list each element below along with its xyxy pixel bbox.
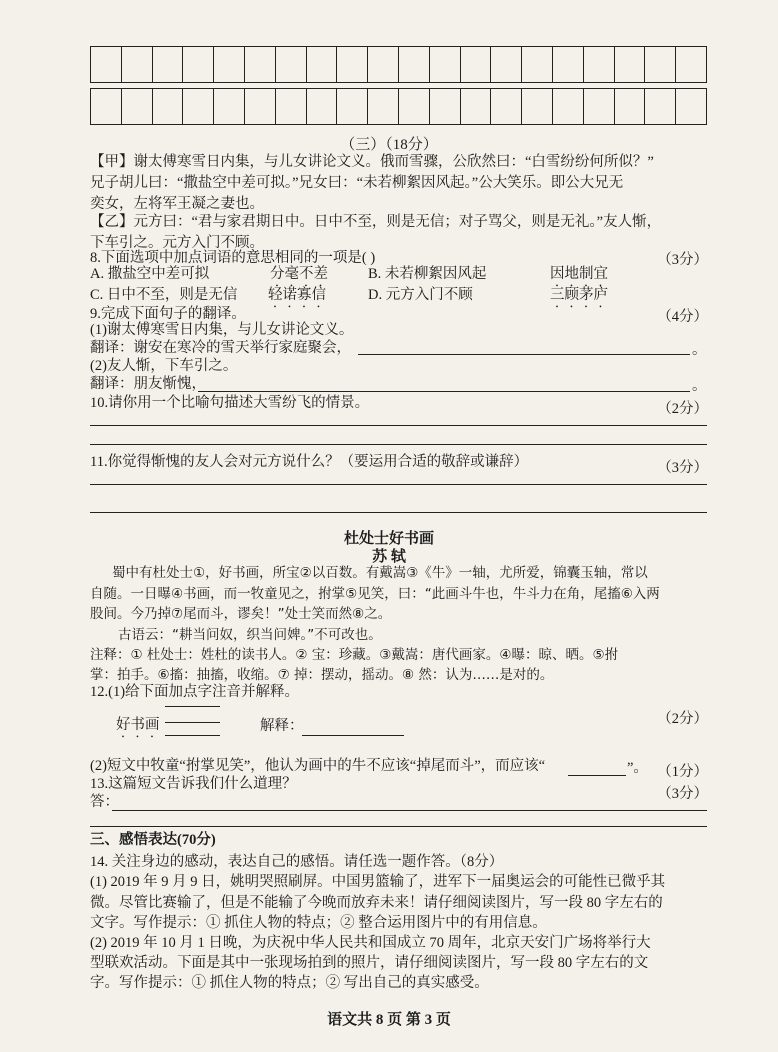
q13-score: （3分）	[657, 786, 708, 802]
q9-answer-line-2[interactable]	[198, 391, 690, 392]
passage2-line-4: 古语云：“耕当问奴，织当问婢。”不可改也。	[118, 627, 382, 643]
q11-answer-line-2[interactable]	[90, 512, 707, 513]
q12-pinyin-line[interactable]	[165, 706, 220, 707]
q14-option2-line-2: 型联欢活动。下面是其中一张现场拍到的照片，请仔细阅读图片，写一段 80 字左右的文	[90, 955, 649, 971]
q12-explain-label: 解释：	[260, 718, 304, 734]
q10-score: （2分）	[657, 401, 708, 417]
q9-sentence-1: (1)谢太傅寒雪日内集，与儿女讲论文义。	[90, 322, 354, 338]
q14-option1-line-1: (1) 2019 年 9 月 9 日，姚明哭照刷屏。中国男篮输了，进军下一届奥运会的可能性已微乎其	[90, 874, 666, 890]
q13-answer-label: 答：	[90, 794, 119, 810]
q8-option-a-word: 分毫不差	[270, 266, 328, 282]
q9-stem: 9.完成下面句子的翻译。	[90, 306, 246, 322]
passage2-notes-line-2: 掌：拍手。⑥搐：抽搐，收缩。⑦ 掉：摆动，摇动。⑧ 然：认为……是对的。	[90, 667, 554, 683]
q14-stem: 14. 关注身边的感动，表达自己的感悟。请任选一题作答。（8分）	[90, 854, 504, 870]
q12-part2-end: ”。	[627, 760, 648, 776]
passage-yi-line-1: 【乙】元方曰：“君与家君期日中。日中不至，则是无信；对子骂父，则是无礼。”友人惭，	[90, 214, 662, 230]
q14-option1-line-3: 文字。写作提示：① 抓住人物的特点；② 整合运用图片中的有用信息。	[90, 915, 547, 931]
q9-score: （4分）	[657, 309, 708, 325]
q14-option2-line-3: 字。写作提示：① 抓住人物的特点；② 写出自己的真实感受。	[90, 975, 489, 991]
passage-jia-line-3: 奕女，左将军王凝之妻也。	[90, 196, 264, 212]
passage2-line-2: 自随。一日曝④书画，而一牧童见之，拊掌⑤见笑，曰：“此画斗牛也，牛斗力在角，尾搐⑥入两	[90, 586, 660, 602]
q13-stem: 13.这篇短文告诉我们什么道理？	[90, 776, 297, 792]
q10-answer-line-2[interactable]	[90, 444, 707, 445]
q8-option-b[interactable]: B. 未若柳絮因风起	[368, 266, 487, 282]
q13-answer-line-1[interactable]	[112, 810, 707, 811]
q11-score: （3分）	[657, 460, 708, 476]
q9-period-1: 。	[692, 342, 707, 358]
q12-pinyin-line-2[interactable]	[165, 722, 220, 723]
passage2-line-1: 蜀中有杜处士①，好书画，所宝②以百数。有戴嵩③《牛》一轴，尤所爱，锦囊玉轴，常以	[112, 565, 648, 581]
q10-stem: 10.请你用一个比喻句描述大雪纷飞的情景。	[90, 395, 370, 411]
writing-grid-row-1	[90, 46, 707, 83]
q11-answer-line-1[interactable]	[90, 484, 707, 485]
q8-score: （3分）	[657, 252, 708, 268]
passage2-notes-line-1: 注释：① 杜处士：姓杜的读书人。② 宝：珍藏。③戴嵩：唐代画家。④曝：晾、晒。⑤拊	[90, 647, 619, 663]
q8-stem: 8.下面选项中加点词语的意思相同的一项是( )	[90, 250, 376, 266]
q12-score: （2分）	[657, 711, 708, 727]
q14-option1-line-2: 微。尽管比赛输了，但是不能输了今晚而放弃未来！请仔细阅读图片，写一段 80 字左右的	[90, 895, 663, 911]
q9-translation-1: 翻译：谢安在寒冷的雪天举行家庭聚会，	[90, 340, 351, 356]
passage-jia-line-2: 兄子胡儿曰：“撒盐空中差可拟。”兄女曰：“未若柳絮因风起。”公大笑乐。即公大兄无	[90, 175, 624, 191]
q12-word: 好书画	[116, 717, 160, 733]
q11-stem: 11.你觉得惭愧的友人会对元方说什么？（要运用合适的敬辞或谦辞）	[90, 454, 529, 470]
q12-score-2: （1分）	[657, 764, 708, 780]
q12-part2: (2)短文中牧童“拊掌见笑”，他认为画中的牛不应该“掉尾而斗”，而应该“	[90, 758, 546, 774]
passage-yi-line-2: 下车引之。元方入门不顾。	[90, 235, 264, 251]
q12-stem: 12.(1)给下面加点字注音并解释。	[90, 684, 300, 700]
q8-option-a[interactable]: A. 撒盐空中差可拟	[90, 266, 210, 282]
q8-option-c[interactable]: C. 日中不至，则是无信	[90, 287, 238, 303]
passage2-line-3: 股间。今乃掉⑦尾而斗，谬矣！”处士笑而然⑧之。	[90, 606, 392, 622]
q12-part2-line[interactable]	[568, 775, 626, 776]
section-heading: （三）（18分）	[340, 137, 438, 153]
q9-sentence-2: (2)友人惭，下车引之。	[90, 358, 238, 374]
q9-period-2: 。	[692, 378, 707, 394]
q8-option-d[interactable]: D. 元方入门不顾	[368, 287, 473, 303]
q13-answer-line-2[interactable]	[90, 826, 707, 827]
q9-translation-2: 翻译：朋友惭愧，	[90, 376, 206, 392]
q10-answer-line-1[interactable]	[90, 425, 707, 426]
q8-option-d-word: 三顾茅庐	[550, 287, 608, 303]
passage-author: 苏 轼	[372, 549, 406, 565]
q9-answer-line-1[interactable]	[358, 354, 690, 355]
q8-option-c-word: 轻诺寡信	[268, 287, 326, 303]
q12-explain-line[interactable]	[302, 735, 404, 736]
passage-jia-line-1: 【甲】谢太傅寒雪日内集，与儿女讲论文义。俄而雪骤，公欣然曰：“白雪纷纷何所似？”	[90, 154, 654, 170]
q14-option2-line-1: (2) 2019 年 10 月 1 日晚，为庆祝中华人民共和国成立 70 周年，北京天安门广场将举行大	[90, 935, 651, 951]
part3-heading: 三、感悟表达(70分)	[90, 832, 216, 848]
writing-grid-row-2	[90, 88, 707, 125]
page-footer: 语文共 8 页 第 3 页	[327, 1012, 451, 1028]
q8-option-b-word: 因地制宜	[550, 266, 608, 282]
passage-title: 杜处士好书画	[343, 531, 434, 547]
q12-pinyin-line-3[interactable]	[165, 735, 220, 736]
